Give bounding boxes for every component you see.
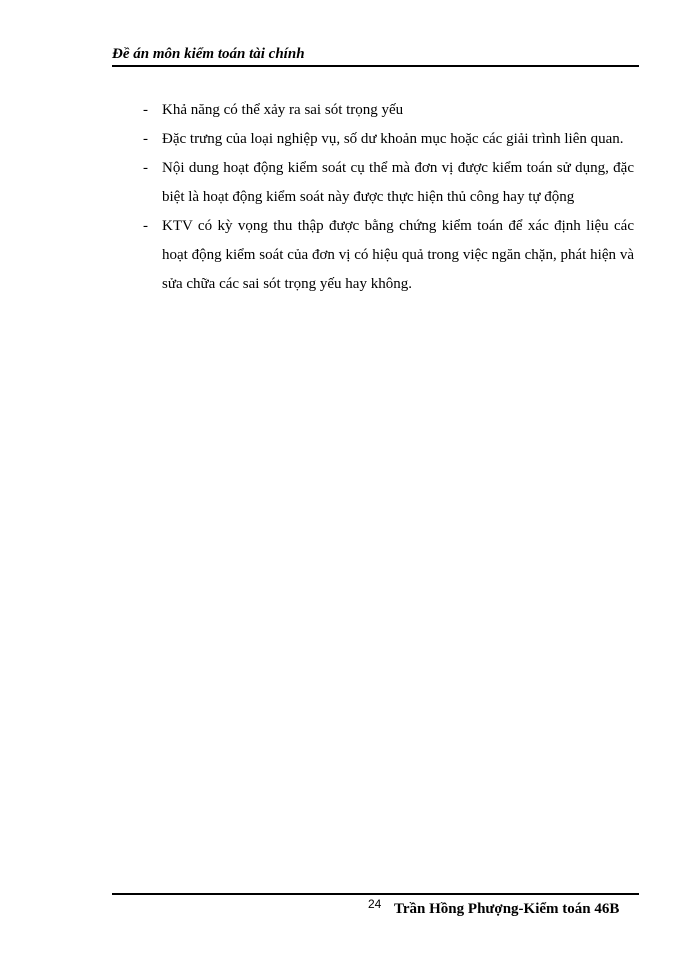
document-header-title: Đề án môn kiểm toán tài chính [112, 46, 305, 62]
bullet-list [112, 96, 634, 299]
bullet-item [112, 125, 634, 154]
footer-divider [112, 893, 639, 895]
bullet-marker: - [143, 160, 148, 176]
bullet-text: KTV có kỳ vọng thu thập được bằng chứng kiểm toán để xác định liệu các hoạt động kiểm soát của đơn vị có hiệu quả trong việc ngăn chặn, phát hiện và sửa chữa các sai sót trọng yếu hay không. [162, 218, 634, 292]
bullet-text: Đặc trưng của loại nghiệp vụ, số dư khoản mục hoặc các giải trình liên quan. [162, 131, 624, 147]
bullet-item [112, 154, 634, 212]
footer-author: Trần Hồng Phượng-Kiểm toán 46B [394, 901, 620, 917]
bullet-marker: - [143, 218, 148, 234]
bullet-marker: - [143, 131, 148, 147]
bullet-item [112, 212, 634, 299]
bullet-text: Khả năng có thể xảy ra sai sót trọng yếu [162, 102, 404, 118]
header-divider [112, 65, 639, 67]
bullet-item [112, 96, 634, 125]
page-number: 24 [368, 897, 382, 911]
bullet-marker: - [143, 102, 148, 118]
bullet-text: Nội dung hoạt động kiểm soát cụ thể mà đơn vị được kiểm toán sử dụng, đặc biệt là hoạt động kiểm soát này được thực hiện thủ công hay tự động [162, 160, 634, 205]
